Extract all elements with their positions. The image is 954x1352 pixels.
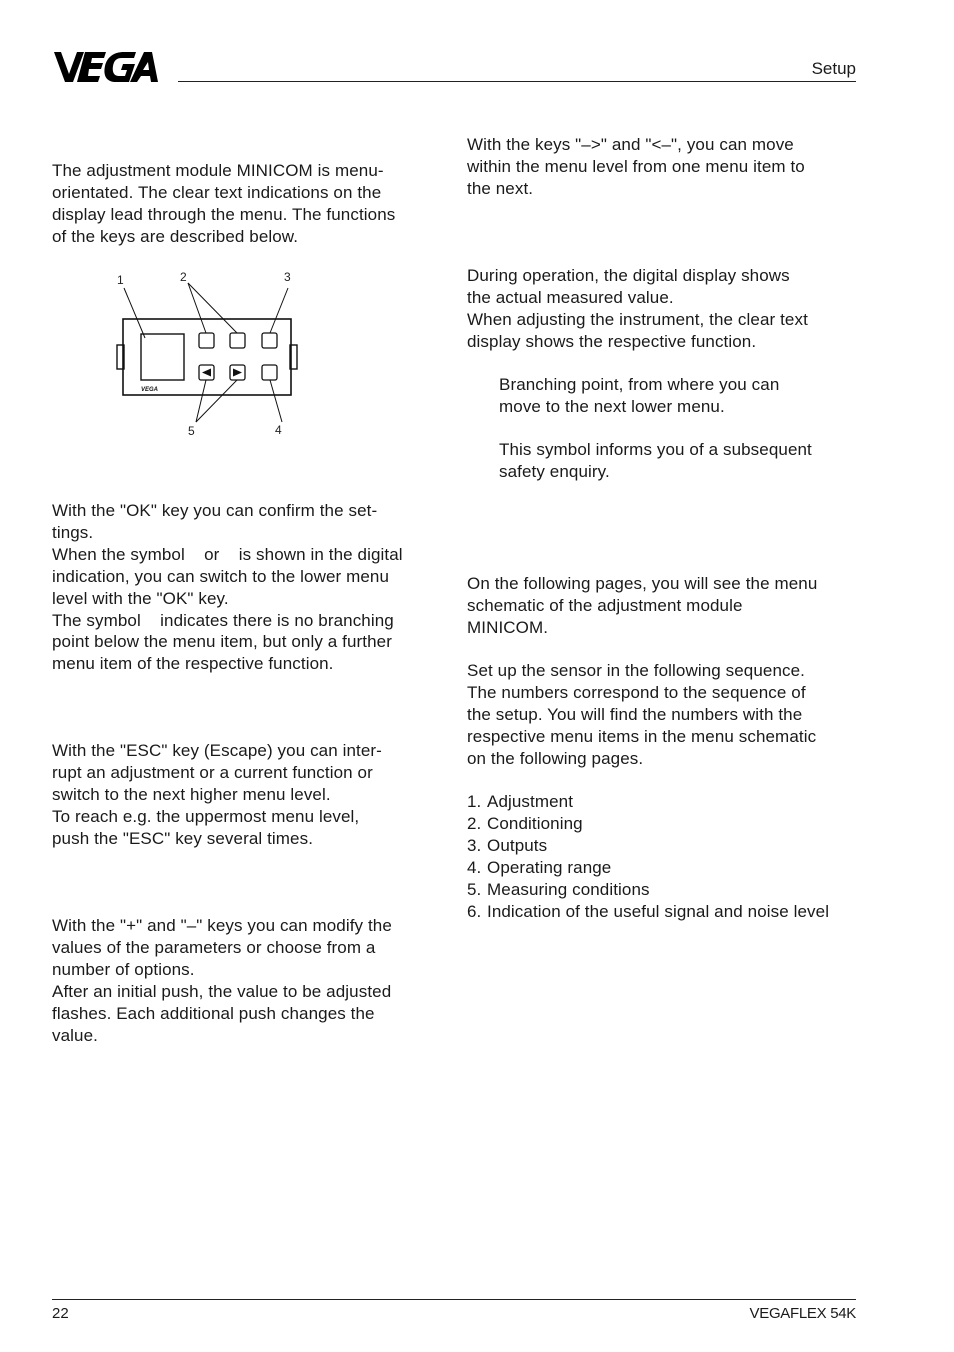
callout-4: 4 xyxy=(275,423,282,437)
text-line: schematic of the adjustment module xyxy=(467,595,743,615)
text-line: menu item of the respective function. xyxy=(52,654,334,674)
header-rule xyxy=(178,81,856,82)
text-line: display lead through the menu. The functions xyxy=(52,204,396,224)
text-line: MINICOM. xyxy=(467,617,549,637)
callout-1: 1 xyxy=(117,273,124,287)
text-line: safety enquiry. xyxy=(499,461,610,481)
ok-key-paragraph xyxy=(52,500,444,675)
text-line: When adjusting the instrument, the clear text xyxy=(467,309,808,329)
text-line: With the keys "–>" and "<–", you can move xyxy=(467,135,794,154)
text-line: Branching point, from where you can xyxy=(499,375,780,394)
display-paragraph xyxy=(467,265,859,353)
esc-key-paragraph xyxy=(52,740,444,850)
text-line: With the "+" and "–" keys you can modify the xyxy=(52,916,392,935)
safety-symbol-note xyxy=(499,439,859,483)
text-line: within the menu level from one menu item to xyxy=(467,156,805,176)
text-line: on the following pages. xyxy=(467,748,644,768)
sequence-intro-paragraph xyxy=(467,660,859,770)
text-line: This symbol informs you of a subsequent xyxy=(499,440,812,459)
callout-3: 3 xyxy=(284,270,291,284)
text-line: value. xyxy=(52,1025,98,1045)
text-line: indication, you can switch to the lower menu xyxy=(52,566,390,586)
text-line: On the following pages, you will see the menu xyxy=(467,574,818,593)
text-line: To reach e.g. the uppermost menu level, xyxy=(52,806,360,826)
page-number: 22 xyxy=(52,1305,69,1322)
text-line: display shows the respective function. xyxy=(467,331,757,351)
text-line: The numbers correspond to the sequence of xyxy=(467,682,806,702)
display-window xyxy=(141,334,184,380)
callout-2: 2 xyxy=(180,270,187,284)
list-item: 5. Measuring conditions xyxy=(467,879,650,899)
text-line: Set up the sensor in the following sequence. xyxy=(467,661,806,680)
text-line: After an initial push, the value to be adjusted xyxy=(52,981,392,1001)
text-line: orientated. The clear text indications on the xyxy=(52,182,382,202)
branching-symbol-note xyxy=(499,374,859,418)
text-line: switch to the next higher menu level. xyxy=(52,784,331,804)
module-housing xyxy=(123,319,291,395)
text-line: the next. xyxy=(467,178,534,198)
section-title: Setup xyxy=(811,59,856,78)
text-line: values of the parameters or choose from a xyxy=(52,937,376,957)
arrow-keys-paragraph xyxy=(467,134,859,200)
text-line: tings. xyxy=(52,522,94,542)
list-item: 6. Indication of the useful signal and noise level xyxy=(467,901,830,921)
text-line: push the "ESC" key several times. xyxy=(52,828,314,848)
setup-sequence-list xyxy=(467,791,837,922)
list-item: 2. Conditioning xyxy=(467,813,583,833)
text-line: flashes. Each additional push changes the xyxy=(52,1003,375,1023)
minicom-diagram xyxy=(108,266,308,442)
key-top-1 xyxy=(199,333,214,348)
text-line: When the symbol or is shown in the digital xyxy=(52,544,403,564)
footer-rule xyxy=(52,1299,856,1300)
text-line: rupt an adjustment or a current function or xyxy=(52,762,373,782)
text-line: The symbol indicates there is no branching xyxy=(52,610,394,630)
text-line: The adjustment module MINICOM is menu- xyxy=(52,161,384,180)
text-line: point below the menu item, but only a further xyxy=(52,632,392,652)
list-item: 3. Outputs xyxy=(467,835,548,855)
text-line: respective menu items in the menu schematic xyxy=(467,726,817,746)
schematic-intro-paragraph xyxy=(467,573,859,639)
text-line: number of options. xyxy=(52,959,195,979)
text-line: With the "OK" key you can confirm the set- xyxy=(52,501,378,520)
key-top-2 xyxy=(230,333,245,348)
text-line: the actual measured value. xyxy=(467,287,674,307)
key-bottom-3 xyxy=(262,365,277,380)
key-top-3 xyxy=(262,333,277,348)
vega-logo xyxy=(52,50,166,84)
text-line: With the "ESC" key (Escape) you can inter- xyxy=(52,741,382,760)
plus-minus-paragraph xyxy=(52,915,444,1046)
text-line: During operation, the digital display shows xyxy=(467,266,790,285)
module-logo: VEGA xyxy=(141,387,159,393)
product-name: VEGAFLEX 54K xyxy=(749,1305,856,1322)
text-line: level with the "OK" key. xyxy=(52,588,229,608)
text-line: move to the next lower menu. xyxy=(499,396,725,416)
text-line: the setup. You will find the numbers with the xyxy=(467,704,803,724)
text-line: of the keys are described below. xyxy=(52,226,299,246)
list-item: 1. Adjustment xyxy=(467,792,574,811)
callout-5: 5 xyxy=(188,424,195,438)
intro-paragraph xyxy=(52,160,442,248)
list-item: 4. Operating range xyxy=(467,857,612,877)
